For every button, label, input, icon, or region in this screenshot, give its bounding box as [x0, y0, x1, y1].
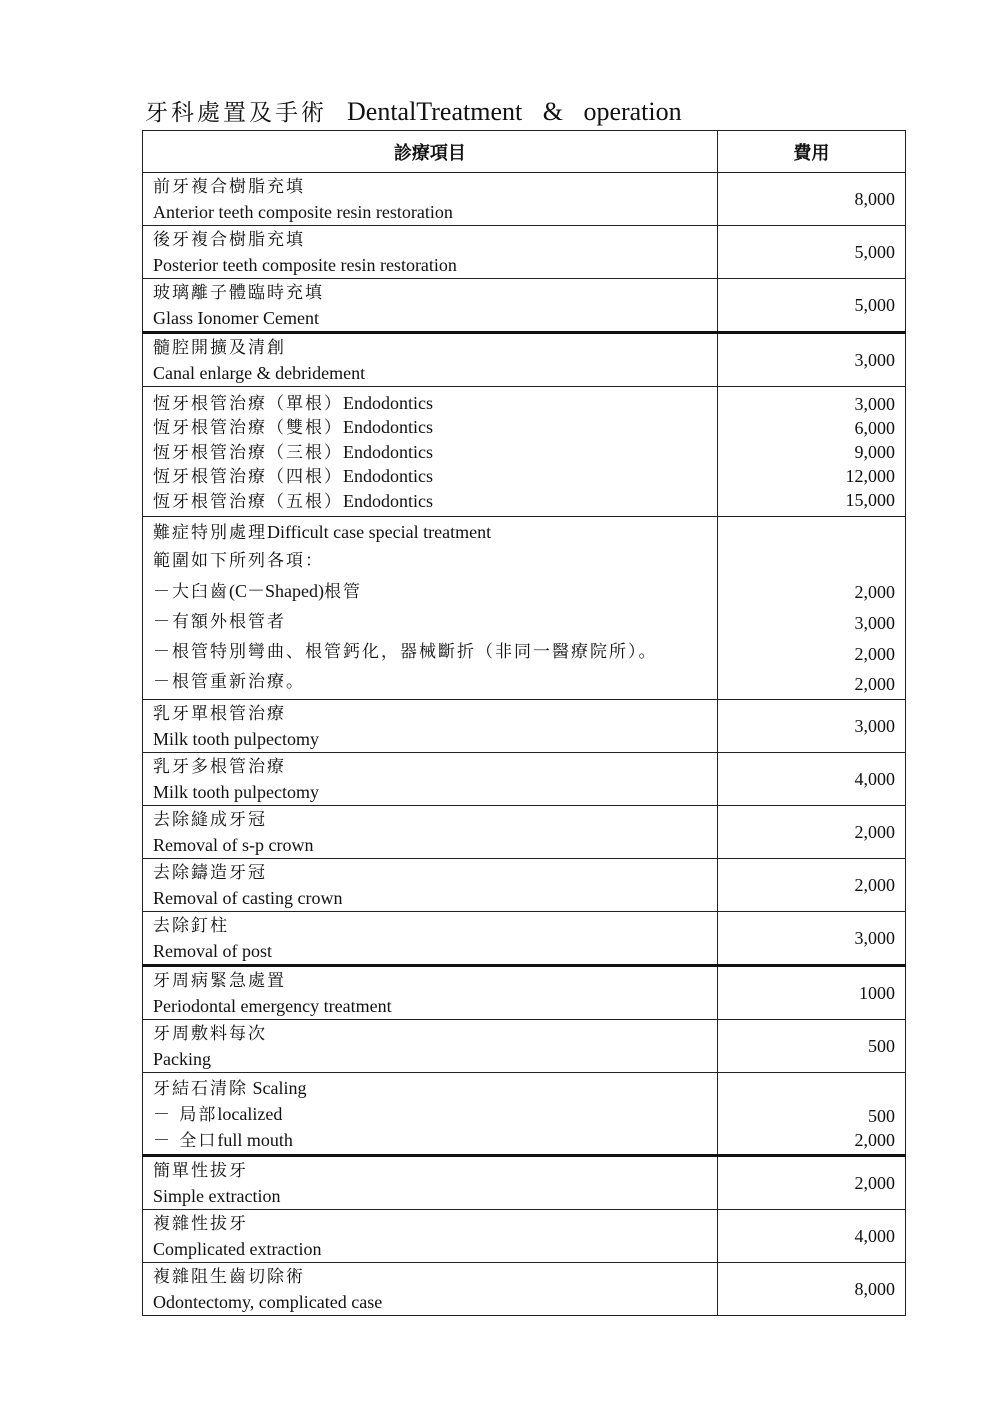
table-row [143, 226, 906, 279]
item-en: full mouth [217, 1130, 293, 1150]
fee-value: 2,000 [854, 644, 895, 664]
item-cell [143, 859, 718, 912]
item-zh: 恆牙根管治療（三根） [153, 442, 343, 463]
item-zh: 恆牙根管治療（五根） [153, 491, 343, 512]
fee-value: 500 [868, 1106, 895, 1126]
item-en: Complicated extraction [153, 1238, 322, 1259]
table-row [143, 173, 906, 226]
table-row [143, 806, 906, 859]
item-en: Removal of casting crown [153, 887, 343, 908]
item-zh: － 局部 [153, 1105, 218, 1125]
item-zh: 難症特別處理 [153, 523, 267, 543]
page-title-en: DentalTreatment & operation [347, 97, 682, 126]
fee-value: 12,000 [845, 465, 895, 486]
fee-value: 3,000 [854, 393, 895, 414]
item-en: Posterior teeth composite resin restoration [153, 254, 457, 275]
item-line [153, 519, 717, 545]
table-row [143, 700, 906, 753]
fee-cell: 1000 [717, 966, 905, 1020]
item-cell [143, 517, 718, 700]
item-cell [143, 1020, 718, 1073]
fee-value: 2,000 [854, 1130, 895, 1150]
item-line [153, 545, 717, 576]
item-cell [143, 333, 718, 387]
fee-cell: 5,000 [717, 226, 905, 279]
fee-cell: 2,000 [717, 1156, 905, 1210]
item-line [153, 666, 717, 696]
table-row [143, 1073, 906, 1156]
item-en: Removal of s-p crown [153, 834, 314, 855]
item-cell [143, 1263, 718, 1316]
item-en: Periodontal emergency treatment [153, 995, 392, 1016]
fee-cell [717, 387, 905, 517]
item-zh: 髓腔開擴及清創 [153, 338, 286, 358]
item-zh: 複雜阻生齒切除術 [153, 1267, 305, 1287]
item-en: Endodontics [343, 490, 433, 511]
fee-cell: 8,000 [717, 1263, 905, 1316]
item-zh: 乳牙單根管治療 [153, 704, 286, 724]
item-zh: 牙結石清除 [153, 1079, 248, 1099]
table-row [143, 333, 906, 387]
item-line [153, 464, 717, 489]
item-en: Milk tooth pulpectomy [153, 728, 319, 749]
page-title-zh: 牙科處置及手術 [145, 100, 327, 126]
item-line [153, 1127, 717, 1153]
item-en: Anterior teeth composite resin restoration [153, 201, 453, 222]
header-item: 診療項目 [143, 131, 718, 173]
item-cell [143, 1156, 718, 1210]
fee-value: 15,000 [845, 489, 895, 510]
table-row [143, 1210, 906, 1263]
item-line [153, 440, 717, 465]
item-line [153, 489, 717, 514]
item-zh: 恆牙根管治療（單根） [153, 393, 343, 414]
item-zh: 恆牙根管治療（雙根） [153, 418, 343, 439]
fee-cell: 3,000 [717, 700, 905, 753]
item-cell [143, 912, 718, 966]
item-zh: 玻璃離子體臨時充填 [153, 283, 324, 303]
table-row [143, 753, 906, 806]
item-zh: 簡單性拔牙 [153, 1161, 248, 1181]
item-zh: 恆牙根管治療（四根） [153, 467, 343, 488]
item-en: Difficult case special treatment [267, 522, 492, 542]
fee-table [142, 130, 906, 1316]
item-line [153, 1075, 717, 1101]
fee-cell: 8,000 [717, 173, 905, 226]
item-en: localized [217, 1104, 283, 1124]
item-en: Packing [153, 1048, 211, 1069]
fee-cell [717, 1073, 905, 1156]
item-zh: 根管 [323, 582, 362, 602]
item-en: Endodontics [343, 466, 433, 487]
item-en: Milk tooth pulpectomy [153, 781, 319, 802]
table-row [143, 1156, 906, 1210]
item-en: Endodontics [343, 392, 433, 413]
item-line [153, 606, 717, 636]
item-zh: 牙周敷料每次 [153, 1024, 267, 1044]
fee-value: 2,000 [854, 582, 895, 602]
item-zh: 複雜性拔牙 [153, 1214, 248, 1234]
fee-value: 3,000 [854, 613, 895, 633]
fee-value: 9,000 [854, 441, 895, 462]
item-en: Scaling [252, 1078, 307, 1098]
item-zh: 去除釘柱 [153, 916, 229, 936]
item-zh: －根管特別彎曲、根管鈣化，器械斷折（非同一醫療院所）。 [153, 642, 658, 662]
fee-cell: 2,000 [717, 806, 905, 859]
item-en: Removal of post [153, 940, 272, 961]
fee-cell: 4,000 [717, 753, 905, 806]
header-fee: 費用 [717, 131, 905, 173]
table-row [143, 387, 906, 517]
table-header-row [143, 131, 906, 173]
table-row [143, 517, 906, 700]
item-cell [143, 226, 718, 279]
table-row [143, 279, 906, 333]
fee-cell: 4,000 [717, 1210, 905, 1263]
item-zh: 去除鑄造牙冠 [153, 863, 267, 883]
item-line [153, 636, 717, 666]
item-zh: －有額外根管者 [153, 612, 286, 632]
table-row [143, 966, 906, 1020]
item-line [153, 415, 717, 440]
item-zh: －大臼齒 [153, 582, 229, 602]
item-cell [143, 1210, 718, 1263]
table-row [143, 1020, 906, 1073]
item-zh: － 全口 [153, 1131, 218, 1151]
fee-cell: 5,000 [717, 279, 905, 333]
item-zh: 後牙複合樹脂充填 [153, 230, 305, 250]
fee-cell: 500 [717, 1020, 905, 1073]
item-en: Canal enlarge & debridement [153, 362, 366, 383]
item-line [153, 1101, 717, 1127]
item-en: Simple extraction [153, 1185, 281, 1206]
item-en: Glass Ionomer Cement [153, 307, 319, 328]
item-zh: 去除縫成牙冠 [153, 810, 267, 830]
table-row [143, 859, 906, 912]
item-zh: 前牙複合樹脂充填 [153, 177, 305, 197]
item-zh: －根管重新治療。 [153, 672, 305, 692]
fee-value: 2,000 [854, 674, 895, 694]
item-cell [143, 279, 718, 333]
item-zh: 牙周病緊急處置 [153, 971, 286, 991]
fee-value: 6,000 [854, 417, 895, 438]
item-cell [143, 1073, 718, 1156]
fee-cell: 2,000 [717, 859, 905, 912]
item-cell [143, 173, 718, 226]
item-en: Odontectomy, complicated case [153, 1291, 383, 1312]
fee-cell [717, 517, 905, 700]
item-cell [143, 806, 718, 859]
item-cell [143, 700, 718, 753]
item-en: (C－Shaped) [229, 581, 324, 601]
item-line [153, 576, 717, 606]
fee-cell: 3,000 [717, 912, 905, 966]
item-cell [143, 966, 718, 1020]
item-zh: 範圍如下所列各項： [153, 551, 324, 571]
item-en: Endodontics [343, 441, 433, 462]
item-cell [143, 387, 718, 517]
item-cell [143, 753, 718, 806]
page-title [145, 94, 682, 127]
item-zh: 乳牙多根管治療 [153, 757, 286, 777]
item-line [153, 391, 717, 416]
table-row [143, 1263, 906, 1316]
item-en: Endodontics [343, 417, 433, 438]
table-row [143, 912, 906, 966]
fee-cell: 3,000 [717, 333, 905, 387]
